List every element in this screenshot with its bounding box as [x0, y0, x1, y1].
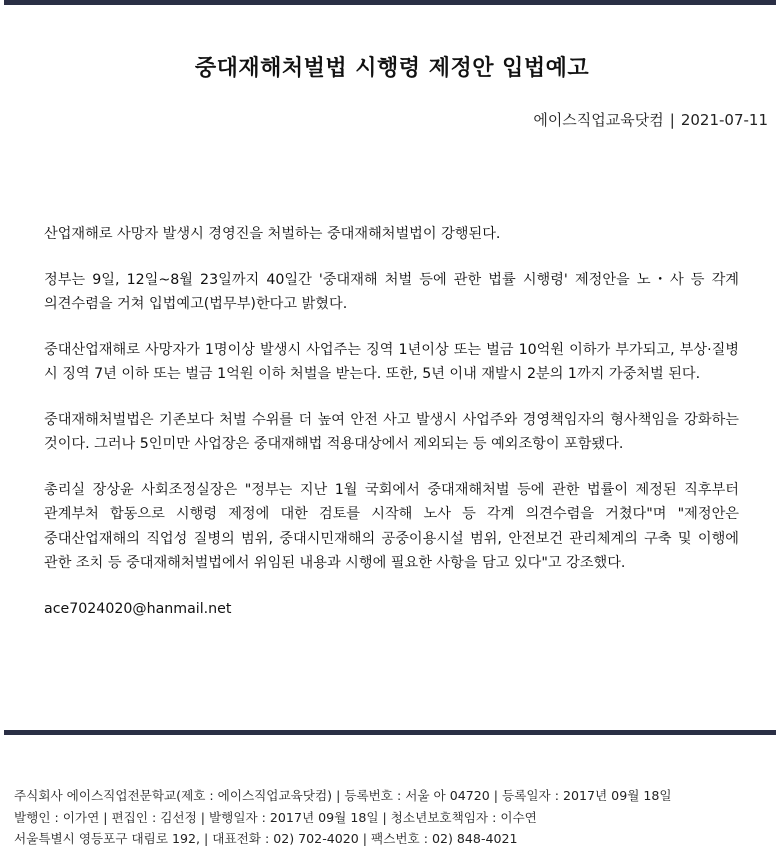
- publish-date: 2021-07-11: [680, 111, 768, 129]
- article-body: [44, 222, 739, 642]
- article-paragraph: 중대재해처벌법은 기존보다 처벌 수위를 더 높여 안전 사고 발생시 사업주와 경영책임자의 형사책임을 강화하는 것이다. 그러나 5인미만 사업장은 중대재해법 적용대상에서 제외되는 등 예외조항이 포함됐다.: [44, 411, 739, 452]
- footer-line-staff: 발행인 : 이가연 | 편집인 : 김선정 | 발행일자 : 2017년 09월 18일 | 청소년보호책임자 : 이수연: [14, 809, 537, 825]
- bottom-divider: [4, 730, 776, 735]
- footer-address: 서울특별시 영등포구 대림로 192,: [14, 831, 201, 846]
- footer-youth-protection-officer: 청소년보호책임자 : 이수연: [390, 809, 537, 825]
- footer-issue-date: 발행일자 : 2017년 09월 18일: [209, 809, 379, 825]
- article-paragraph: 총리실 장상윤 사회조정실장은 "정부는 지난 1월 국회에서 중대재해처벌 등에 관한 법률이 제정된 직후부터 관계부처 합동으로 시행령 제정에 대한 검토를 시작해 노사 등 각계 의견수렴을 거쳤다"며 "제정안은 중대산업재해의 직업성 질병의 범위, 중대시민재해의 공중이용시설 범위, 안전보건 관리체계의 구축 및 이행에 관한 조치 등 중대재해처벌법에서 위임된 내용과 시행에 필요한 사항을 담고 있다"고 강조했다.: [44, 481, 739, 571]
- article-byline: [533, 109, 768, 130]
- footer-line-contact: 서울특별시 영등포구 대림로 192, | 대표전화 : 02) 702-4020 | 팩스번호 : 02) 848-4021: [14, 831, 518, 846]
- article-paragraph: 정부는 9일, 12일~8월 23일까지 40일간 '중대재해 처벌 등에 관한 법률 시행령' 제정안을 노・사 등 각계 의견수렴을 거쳐 입법예고(법무부)한다고 밝혔다.: [44, 271, 739, 312]
- footer-phone: 대표전화 : 02) 702-4020: [212, 831, 359, 846]
- footer-editor: 편집인 : 김선정: [111, 809, 197, 825]
- footer-registration-date: 등록일자 : 2017년 09월 18일: [502, 788, 672, 803]
- article-paragraph: 중대산업재해로 사망자가 1명이상 발생시 사업주는 징역 1년이상 또는 벌금 10억원 이하가 부가되고, 부상·질병 시 징역 7년 이하 또는 벌금 1억원 이하 처벌을 받는다. 또한, 5년 이내 재발시 2분의 1까지 가중처벌 된다.: [44, 341, 739, 382]
- footer-publisher: 발행인 : 이가연: [14, 809, 100, 825]
- footer-company-name: 주식회사 에이스직업전문학교(제호 : 에이스직업교육닷컴): [14, 788, 333, 803]
- byline-separator: |: [669, 111, 675, 129]
- footer-line-company: 주식회사 에이스직업전문학교(제호 : 에이스직업교육닷컴) | 등록번호 : 서울 아 04720 | 등록일자 : 2017년 09월 18일: [14, 788, 672, 803]
- footer-fax: 팩스번호 : 02) 848-4021: [371, 831, 518, 846]
- site-footer: [14, 785, 774, 850]
- top-divider: [4, 0, 776, 5]
- article-title: 중대재해처벌법 시행령 제정안 입법예고: [194, 55, 590, 81]
- article-paragraph: 산업재해로 사망자 발생시 경영진을 처벌하는 중대재해처벌법이 강행된다.: [44, 226, 501, 242]
- publisher-name: 에이스직업교육닷컴: [533, 111, 664, 129]
- footer-registration-number: 등록번호 : 서울 아 04720: [344, 788, 490, 803]
- reporter-email: ace7024020@hanmail.net: [44, 600, 232, 617]
